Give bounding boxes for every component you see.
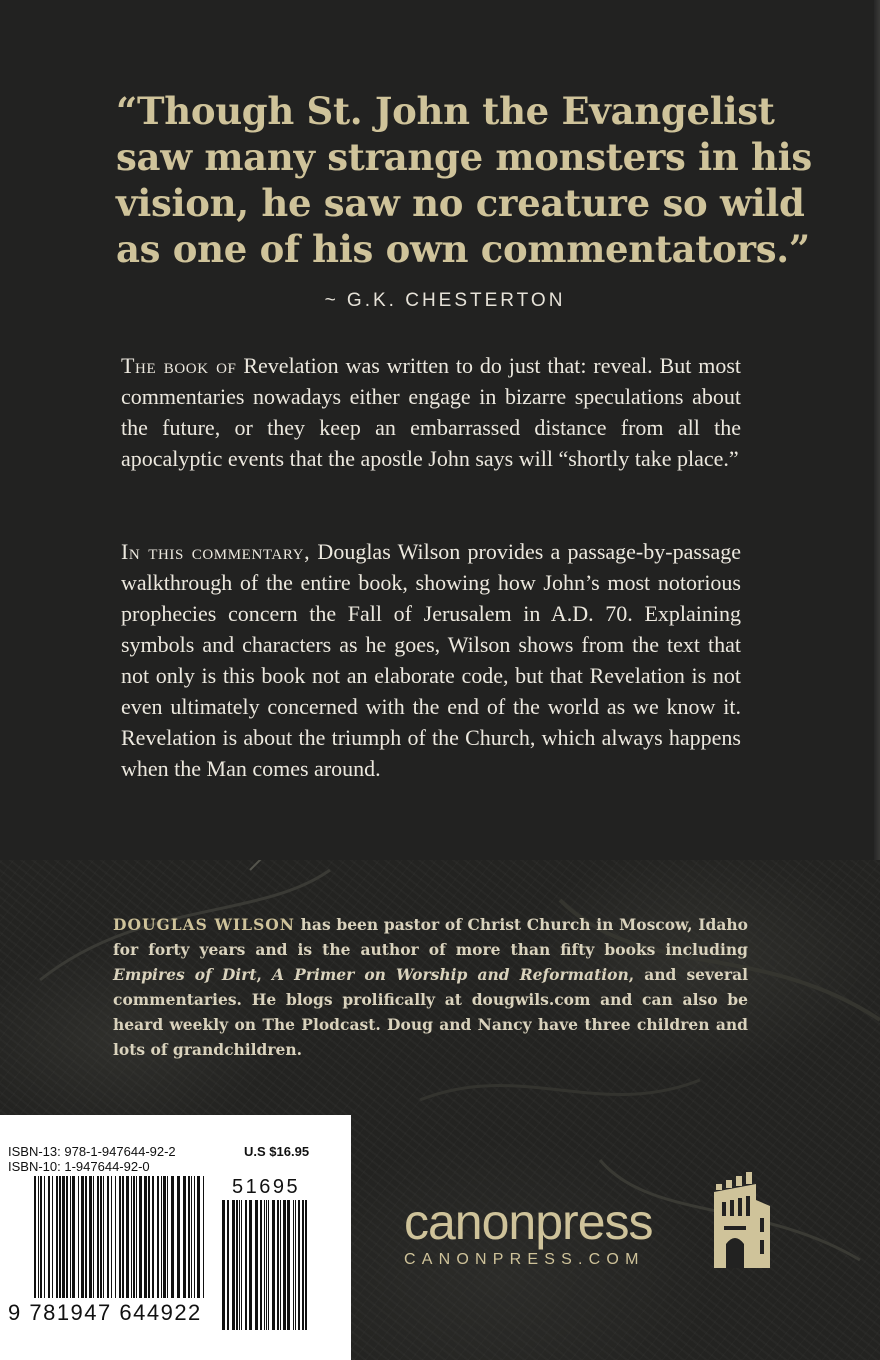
ean-barcode: [34, 1176, 204, 1298]
barcode-bar: [163, 1176, 166, 1298]
price-label: U.S $16.95: [244, 1144, 310, 1159]
barcode-digits: 9 781947 644922: [8, 1300, 202, 1325]
barcode-bar: [177, 1176, 180, 1298]
barcode-bars: [0, 0, 351, 1360]
quote-line: saw many strange monsters in his: [116, 135, 812, 179]
quote-line: as one of his own commentators.”: [116, 227, 810, 271]
isbn-10: ISBN-10: 1-947644-92-0: [8, 1159, 150, 1174]
barcode-bar: [122, 1176, 124, 1298]
barcode-bar: [167, 1176, 168, 1298]
barcode-bar: [66, 1176, 68, 1298]
paragraph-lead-in: In this commentary,: [121, 539, 311, 564]
book-title: A Primer on Worship and Reformation: [272, 965, 629, 984]
barcode-bar: [295, 1200, 296, 1330]
barcode-bar: [78, 1176, 79, 1298]
barcode-bar: [152, 1176, 154, 1298]
barcode-bar: [239, 1200, 240, 1330]
barcode-bar: [139, 1176, 142, 1298]
barcode-bar: [203, 1176, 204, 1298]
barcode-bar: [126, 1176, 129, 1298]
barcode-bar: [85, 1176, 87, 1298]
publisher-url: CANONPRESS.COM: [404, 1251, 645, 1268]
barcode-bar: [236, 1200, 238, 1330]
barcode-bar: [34, 1176, 36, 1298]
barcode-bar: [38, 1176, 39, 1298]
barcode-bar: [97, 1176, 99, 1298]
barcode-bar: [133, 1176, 135, 1298]
barcode-bar: [111, 1176, 112, 1298]
barcode-bar: [44, 1176, 45, 1298]
paragraph-text: Douglas Wilson provides a passage-by-passage walkthrough of the entire book, showing how John’s most notorious prophecies concern the Fall of Jerusalem in A.D. 70. Explaining symbols and characters as he goes, Wilson shows from the text that not only is this book not an elaborate code, but that Revelation is not even ultimately concerned with the end of the world as we know it. Revelation is about the triumph of the Church, which always happens when the Man comes around.: [121, 539, 741, 781]
spine-edge: [874, 0, 880, 860]
bio-text: has been pastor of Christ Church in Moscow, Idaho for forty years and is the author of more than fifty books including: [113, 915, 748, 959]
author-name: DOUGLAS WILSON: [113, 915, 295, 934]
barcode-bar: [268, 1200, 269, 1330]
barcode-bar: [245, 1200, 247, 1330]
barcode-bar: [161, 1176, 162, 1298]
barcode-bar: [103, 1176, 104, 1298]
barcode-bar: [260, 1200, 262, 1330]
paragraph-lead-in: The book of: [121, 353, 237, 378]
barcode-bar: [52, 1176, 53, 1298]
barcode-bar: [264, 1200, 265, 1330]
barcode-bar: [277, 1200, 279, 1330]
barcode-bar: [280, 1200, 281, 1330]
barcode-bar: [298, 1200, 300, 1330]
barcode-bar: [144, 1176, 147, 1298]
barcode-bar: [119, 1176, 121, 1298]
paragraph-text: Revelation was written to do just that: reveal. But most commentaries nowadays either engage in bizarre speculations about the future, or they keep an embarrassed distance from all the apocalyptic events that the apostle John says will “shortly take place.”: [121, 353, 741, 471]
barcode-bar: [157, 1176, 159, 1298]
barcode-bar: [136, 1176, 137, 1298]
barcode-bar: [227, 1200, 229, 1330]
publisher-logo-wordmark: canonpress: [404, 1194, 653, 1250]
quote-line: vision, he saw no creature so wild: [116, 181, 805, 225]
barcode-bar: [148, 1176, 150, 1298]
tower-logo-icon: [712, 1170, 770, 1268]
barcode-bar: [191, 1176, 192, 1298]
barcode-bar: [56, 1176, 58, 1298]
quote-attribution: ~ G.K. CHESTERTON: [324, 290, 566, 311]
addon-barcode: [222, 1200, 307, 1330]
barcode-bar: [131, 1176, 132, 1298]
book-title: Empires of Dirt: [113, 965, 257, 984]
barcode-bar: [293, 1200, 294, 1330]
barcode-bar: [197, 1176, 200, 1298]
barcode-bar: [107, 1176, 109, 1298]
isbn-13: ISBN-13: 978-1-947644-92-2: [8, 1144, 176, 1159]
barcode-bar: [48, 1176, 50, 1298]
barcode-bar: [283, 1200, 286, 1330]
barcode-bar: [70, 1176, 71, 1298]
barcode-bar: [305, 1200, 307, 1330]
barcode-bar: [287, 1200, 290, 1330]
barcode-bar: [188, 1176, 190, 1298]
barcode-addon-digits: 51695: [232, 1176, 301, 1198]
barcode-bar: [81, 1176, 84, 1298]
quote-line: “Though St. John the Evangelist: [116, 89, 775, 133]
barcode-bar: [59, 1176, 61, 1298]
bio-text: , and several commentaries. He blogs prolifically at dougwils.com and can also be heard weekly on The Plodcast. Doug and Nancy have three children and lots of grandchildren.: [113, 965, 748, 1059]
barcode-bar: [222, 1200, 225, 1330]
barcode-bar: [93, 1176, 94, 1298]
barcode-bar: [115, 1176, 116, 1298]
barcode-bar: [255, 1200, 258, 1330]
barcode-bar: [62, 1176, 65, 1298]
barcode-bar: [171, 1176, 174, 1298]
barcode-bar: [232, 1200, 235, 1330]
barcode-bar: [302, 1200, 304, 1330]
barcode-bar: [194, 1176, 195, 1298]
barcode-bar: [272, 1200, 275, 1330]
barcode-bar: [89, 1176, 92, 1298]
barcode-bar: [266, 1200, 267, 1330]
barcode-bar: [72, 1176, 75, 1298]
bio-separator: ,: [256, 965, 273, 984]
barcode-bar: [40, 1176, 42, 1298]
barcode-bar: [249, 1200, 252, 1330]
barcode-bar: [183, 1176, 186, 1298]
barcode-bar: [100, 1176, 102, 1298]
barcode-bar: [241, 1200, 242, 1330]
